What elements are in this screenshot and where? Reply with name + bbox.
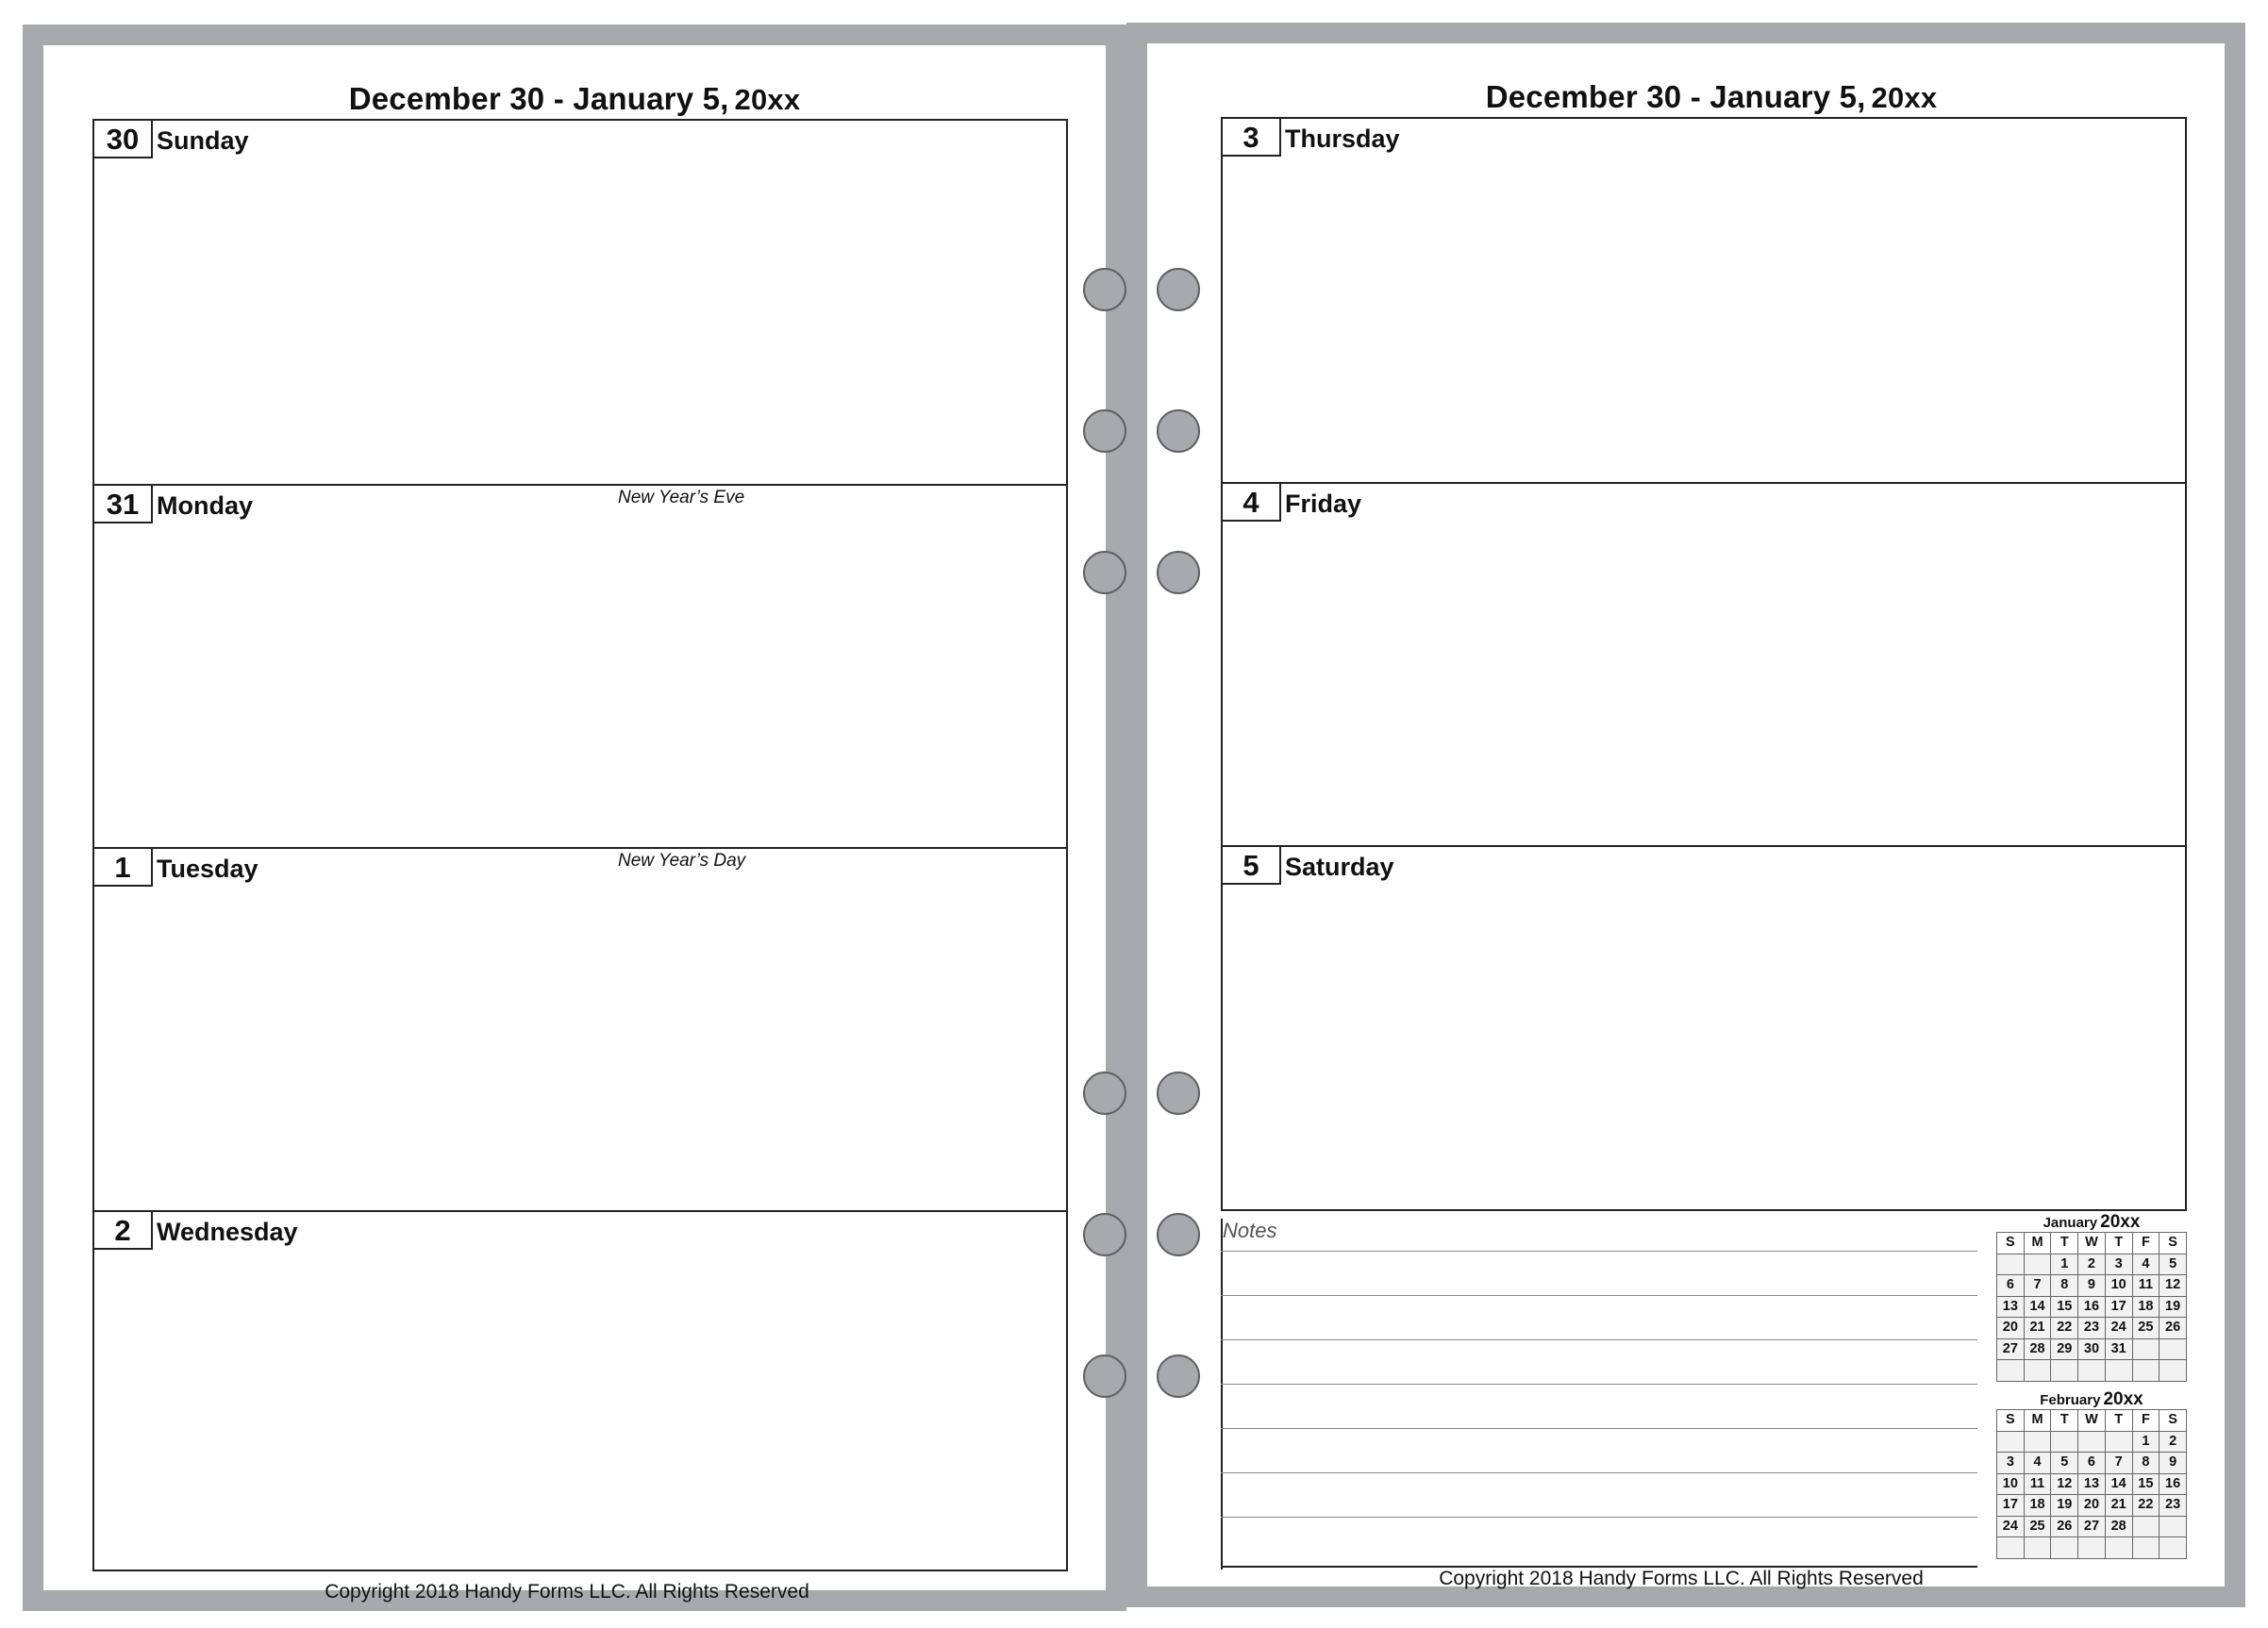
calendar-date-cell: 2	[2160, 1431, 2187, 1453]
calendar-date-cell: 5	[2160, 1254, 2187, 1275]
right-planner-page	[1126, 23, 2245, 1607]
calendar-date-cell: 6	[1997, 1275, 2025, 1297]
calendar-date-cell: 28	[2105, 1516, 2132, 1537]
calendar-date-cell	[2160, 1537, 2187, 1559]
weekday-header: T	[2105, 1410, 2132, 1432]
weekday-header: T	[2051, 1233, 2078, 1254]
copyright-text: Copyright 2018 Handy Forms LLC. All Rights Reserved	[1439, 1568, 1924, 1589]
calendar-week-row	[1997, 1516, 2187, 1537]
calendar-date-cell	[2105, 1360, 2132, 1382]
calendar-date-cell: 10	[1997, 1473, 2025, 1495]
mini-calendar-month: January	[2043, 1215, 2098, 1231]
calendar-date-cell: 27	[1997, 1338, 2025, 1360]
calendar-date-cell: 15	[2132, 1473, 2160, 1495]
calendar-date-cell: 23	[2160, 1495, 2187, 1517]
notes-line	[1221, 1295, 1977, 1296]
calendar-date-cell: 8	[2132, 1453, 2160, 1474]
calendar-date-cell	[2024, 1537, 2051, 1559]
page-title	[1198, 79, 2225, 115]
weekday-header: S	[1997, 1410, 2025, 1432]
weekday-header: S	[1997, 1233, 2025, 1254]
calendar-date-cell: 30	[2078, 1338, 2106, 1360]
calendar-date-cell: 21	[2105, 1495, 2132, 1517]
notes-label: Notes	[1223, 1219, 1277, 1242]
calendar-week-row	[1997, 1360, 2187, 1382]
mini-calendar-february	[1996, 1390, 2187, 1559]
weekday-header: S	[2160, 1410, 2187, 1432]
day-name: Tuesday	[157, 855, 258, 883]
calendar-date-cell: 3	[2105, 1254, 2132, 1275]
calendar-date-cell	[2024, 1360, 2051, 1382]
binder-hole-icon	[1083, 1071, 1126, 1115]
binder-hole-icon	[1157, 409, 1200, 453]
calendar-date-cell	[2160, 1516, 2187, 1537]
calendar-date-cell: 24	[1997, 1516, 2025, 1537]
calendar-date-cell: 20	[2078, 1495, 2106, 1517]
calendar-date-cell: 7	[2024, 1275, 2051, 1297]
notes-line	[1221, 1251, 1977, 1252]
calendar-date-cell	[1997, 1431, 2025, 1453]
calendar-date-cell: 14	[2105, 1473, 2132, 1495]
notes-line	[1221, 1472, 1977, 1473]
mini-calendar-year: 20xx	[2100, 1212, 2141, 1232]
calendar-date-cell: 19	[2051, 1495, 2078, 1517]
calendar-date-cell	[2078, 1360, 2106, 1382]
calendar-date-cell: 7	[2105, 1453, 2132, 1474]
calendar-date-cell: 27	[2078, 1516, 2106, 1537]
calendar-date-cell: 18	[2024, 1495, 2051, 1517]
calendar-week-row	[1997, 1275, 2187, 1297]
page-title	[43, 81, 1106, 117]
calendar-week-row	[1997, 1473, 2187, 1495]
binder-hole-icon	[1083, 268, 1126, 311]
weekday-header: T	[2105, 1233, 2132, 1254]
calendar-date-cell: 26	[2051, 1516, 2078, 1537]
day-name: Monday	[157, 491, 254, 520]
calendar-date-cell: 1	[2051, 1254, 2078, 1275]
weekday-header: M	[2024, 1410, 2051, 1432]
mini-calendar-january	[1996, 1213, 2187, 1382]
calendar-date-cell: 28	[2024, 1338, 2051, 1360]
calendar-date-cell: 22	[2051, 1318, 2078, 1339]
calendar-date-cell: 6	[2078, 1453, 2106, 1474]
calendar-date-cell: 3	[1997, 1453, 2025, 1474]
calendar-week-row	[1997, 1495, 2187, 1517]
calendar-date-cell	[2160, 1338, 2187, 1360]
day-number: 5	[1223, 847, 1281, 885]
calendar-date-cell: 12	[2051, 1473, 2078, 1495]
calendar-date-cell	[1997, 1254, 2025, 1275]
binder-hole-icon	[1083, 409, 1126, 453]
binder-hole-icon	[1157, 268, 1200, 311]
calendar-week-row	[1997, 1537, 2187, 1559]
calendar-date-cell: 9	[2160, 1453, 2187, 1474]
binder-hole-icon	[1083, 551, 1126, 594]
calendar-date-cell: 9	[2078, 1275, 2106, 1297]
calendar-date-cell: 14	[2024, 1296, 2051, 1318]
binder-hole-icon	[1157, 1354, 1200, 1398]
calendar-date-cell: 17	[1997, 1495, 2025, 1517]
day-name: Saturday	[1285, 853, 1394, 881]
calendar-date-cell	[2132, 1360, 2160, 1382]
binder-hole-icon	[1157, 551, 1200, 594]
calendar-date-cell: 2	[2078, 1254, 2106, 1275]
day-block-sunday[interactable]	[94, 121, 1066, 484]
mini-calendar-title	[1996, 1390, 2187, 1409]
day-name: Friday	[1285, 490, 1362, 518]
calendar-week-row	[1997, 1296, 2187, 1318]
day-number: 31	[94, 486, 153, 523]
calendar-week-row	[1997, 1338, 2187, 1360]
calendar-date-cell	[2160, 1360, 2187, 1382]
weekday-header: F	[2132, 1233, 2160, 1254]
binder-hole-icon	[1157, 1213, 1200, 1256]
calendar-date-cell: 31	[2105, 1338, 2132, 1360]
weekday-header: F	[2132, 1410, 2160, 1432]
calendar-date-cell: 22	[2132, 1495, 2160, 1517]
calendar-date-cell: 11	[2024, 1473, 2051, 1495]
calendar-date-cell: 1	[2132, 1431, 2160, 1453]
weekday-header: W	[2078, 1233, 2106, 1254]
calendar-date-cell	[2132, 1338, 2160, 1360]
day-name: Thursday	[1285, 125, 1400, 153]
day-block-thursday[interactable]	[1223, 119, 2185, 482]
weekday-header: W	[2078, 1410, 2106, 1432]
calendar-week-row	[1997, 1431, 2187, 1453]
calendar-date-cell: 21	[2024, 1318, 2051, 1339]
calendar-date-cell: 4	[2024, 1453, 2051, 1474]
calendar-date-cell: 25	[2024, 1516, 2051, 1537]
notes-line	[1221, 1428, 1977, 1429]
mini-calendar-title	[1996, 1213, 2187, 1232]
weekday-header: T	[2051, 1410, 2078, 1432]
calendar-date-cell	[1997, 1360, 2025, 1382]
calendar-date-cell	[2132, 1516, 2160, 1537]
calendar-date-cell: 16	[2078, 1296, 2106, 1318]
calendar-date-cell: 29	[2051, 1338, 2078, 1360]
copyright-text: Copyright 2018 Handy Forms LLC. All Rights Reserved	[325, 1581, 809, 1603]
notes-line	[1221, 1339, 1977, 1340]
day-block-tuesday[interactable]	[94, 847, 1066, 1210]
notes-line	[1221, 1384, 1977, 1385]
page-title-year: 20xx	[1871, 81, 1938, 114]
calendar-week-row	[1997, 1318, 2187, 1339]
calendar-date-cell	[2132, 1537, 2160, 1559]
day-name: Sunday	[157, 126, 249, 155]
binder-hole-icon	[1157, 1071, 1200, 1115]
mini-calendar-grid	[1996, 1409, 2187, 1559]
notes-line	[1221, 1517, 1977, 1518]
mini-calendar-year: 20xx	[2103, 1389, 2143, 1409]
calendar-date-cell	[2051, 1431, 2078, 1453]
calendar-date-cell	[2051, 1360, 2078, 1382]
day-name: Wednesday	[157, 1218, 298, 1246]
weekday-header: M	[2024, 1233, 2051, 1254]
day-number: 30	[94, 121, 153, 158]
day-number: 4	[1223, 484, 1281, 522]
calendar-date-cell	[2051, 1537, 2078, 1559]
calendar-date-cell	[2078, 1537, 2106, 1559]
day-number: 3	[1223, 119, 1281, 157]
left-planner-page	[23, 25, 1126, 1611]
calendar-date-cell: 26	[2160, 1318, 2187, 1339]
calendar-date-cell: 25	[2132, 1318, 2160, 1339]
calendar-date-cell: 24	[2105, 1318, 2132, 1339]
binder-hole-icon	[1083, 1354, 1126, 1398]
day-block-wednesday[interactable]	[94, 1210, 1066, 1571]
calendar-date-cell: 16	[2160, 1473, 2187, 1495]
calendar-date-cell	[2105, 1537, 2132, 1559]
holiday-label: New Year’s Eve	[618, 488, 745, 507]
day-block-friday[interactable]	[1223, 482, 2185, 845]
calendar-date-cell: 12	[2160, 1275, 2187, 1297]
day-number: 1	[94, 849, 153, 887]
day-block-saturday[interactable]	[1223, 845, 2185, 1211]
calendar-date-cell: 8	[2051, 1275, 2078, 1297]
page-title-year: 20xx	[734, 83, 801, 116]
days-grid	[92, 119, 1068, 1571]
calendar-date-cell: 11	[2132, 1275, 2160, 1297]
calendar-date-cell	[2105, 1431, 2132, 1453]
calendar-date-cell	[1997, 1537, 2025, 1559]
calendar-date-cell: 20	[1997, 1318, 2025, 1339]
calendar-date-cell	[2024, 1431, 2051, 1453]
notes-section[interactable]	[1221, 1219, 1977, 1570]
calendar-date-cell	[2078, 1431, 2106, 1453]
page-title-text: December 30 - January 5,	[348, 81, 729, 116]
calendar-date-cell: 17	[2105, 1296, 2132, 1318]
calendar-date-cell: 23	[2078, 1318, 2106, 1339]
day-number: 2	[94, 1212, 153, 1250]
weekday-header: S	[2160, 1233, 2187, 1254]
calendar-date-cell: 15	[2051, 1296, 2078, 1318]
binder-hole-icon	[1083, 1213, 1126, 1256]
calendar-date-cell: 4	[2132, 1254, 2160, 1275]
calendar-week-row	[1997, 1453, 2187, 1474]
mini-calendar-month: February	[2040, 1392, 2101, 1408]
weekday-header-row	[1997, 1410, 2187, 1432]
calendar-date-cell: 13	[1997, 1296, 2025, 1318]
calendar-date-cell	[2024, 1254, 2051, 1275]
calendar-date-cell: 10	[2105, 1275, 2132, 1297]
page-title-text: December 30 - January 5,	[1485, 79, 1866, 114]
calendar-date-cell: 18	[2132, 1296, 2160, 1318]
calendar-date-cell: 5	[2051, 1453, 2078, 1474]
holiday-label: New Year’s Day	[618, 851, 746, 871]
calendar-date-cell: 13	[2078, 1473, 2106, 1495]
days-grid	[1221, 117, 2187, 1211]
calendar-week-row	[1997, 1254, 2187, 1275]
weekday-header-row	[1997, 1233, 2187, 1254]
calendar-date-cell: 19	[2160, 1296, 2187, 1318]
mini-calendar-grid	[1996, 1232, 2187, 1382]
day-block-monday[interactable]	[94, 484, 1066, 847]
